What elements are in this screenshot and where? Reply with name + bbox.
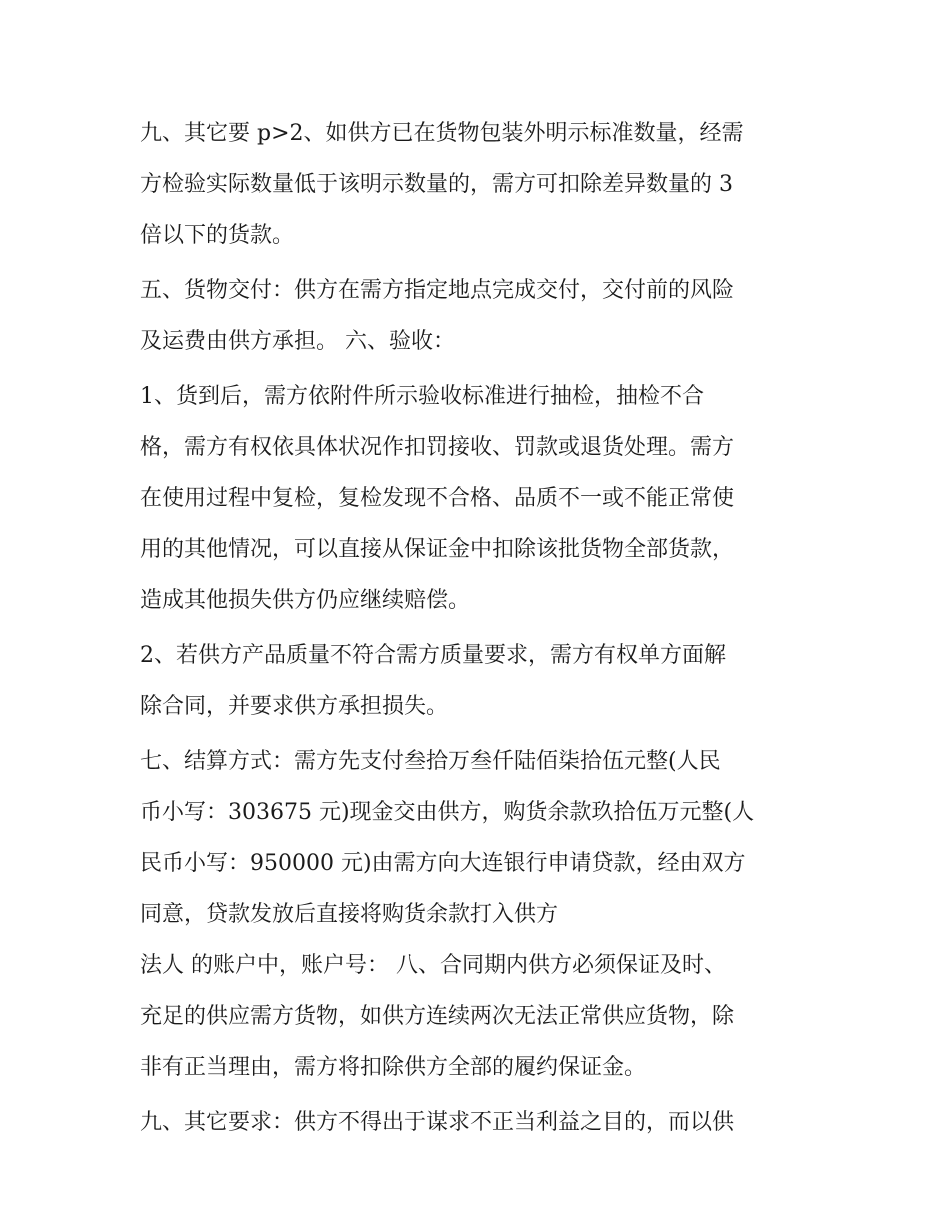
paragraph-settlement bbox=[140, 736, 820, 940]
text-line: 币小写：303675 元)现金交由供方，购货余款玖拾伍万元整(人 bbox=[140, 800, 755, 825]
paragraph-acceptance-item-2 bbox=[140, 630, 820, 732]
text-line: 格，需方有权依具体状况作扣罚接收、罚款或退货处理。需方 bbox=[140, 435, 735, 460]
text-line: 除合同，并要求供方承担损失。 bbox=[140, 694, 449, 719]
text-line: 倍以下的货款。 bbox=[140, 223, 295, 248]
paragraph-other-requirements bbox=[140, 1097, 820, 1148]
paragraph-delivery bbox=[140, 265, 820, 367]
document-body bbox=[140, 108, 820, 1148]
text-line: 九、其它要 p>2、如供方已在货物包装外明示标准数量，经需 bbox=[140, 121, 744, 146]
text-line: 非有正当理由，需方将扣除供方全部的履约保证金。 bbox=[140, 1055, 647, 1080]
text-line: 民币小写：950000 元)由需方向大连银行申请贷款，经由双方 bbox=[140, 851, 746, 876]
text-line: 七、结算方式：需方先支付叁拾万叁仟陆佰柒拾伍元整(人民 bbox=[140, 749, 721, 774]
text-line: 充足的供应需方货物，如供方连续两次无法正常供应货物，除 bbox=[140, 1004, 735, 1029]
text-line: 同意，贷款发放后直接将购货余款打入供方 bbox=[140, 902, 559, 927]
text-line: 方检验实际数量低于该明示数量的，需方可扣除差异数量的 3 bbox=[140, 172, 733, 197]
paragraph-other-requirements-quantity bbox=[140, 108, 820, 261]
text-line: 法人 的账户中，账户号： 八、合同期内供方必须保证及时、 bbox=[140, 953, 726, 978]
text-line: 及运费由供方承担。 六、验收： bbox=[140, 329, 455, 354]
text-line: 1、货到后，需方依附件所示验收标准进行抽检，抽检不合 bbox=[140, 384, 704, 409]
text-line: 用的其他情况，可以直接从保证金中扣除该批货物全部货款， bbox=[140, 537, 735, 562]
text-line: 造成其他损失供方仍应继续赔偿。 bbox=[140, 588, 471, 613]
paragraph-acceptance-item-1 bbox=[140, 371, 820, 626]
text-line: 在使用过程中复检，复检发现不合格、品质不一或不能正常使 bbox=[140, 486, 735, 511]
text-line: 九、其它要求：供方不得出于谋求不正当利益之目的，而以供 bbox=[140, 1110, 735, 1135]
paragraph-account-and-supply bbox=[140, 940, 820, 1093]
text-line: 五、货物交付：供方在需方指定地点完成交付，交付前的风险 bbox=[140, 278, 735, 303]
text-line: 2、若供方产品质量不符合需方质量要求，需方有权单方面解 bbox=[140, 643, 726, 668]
